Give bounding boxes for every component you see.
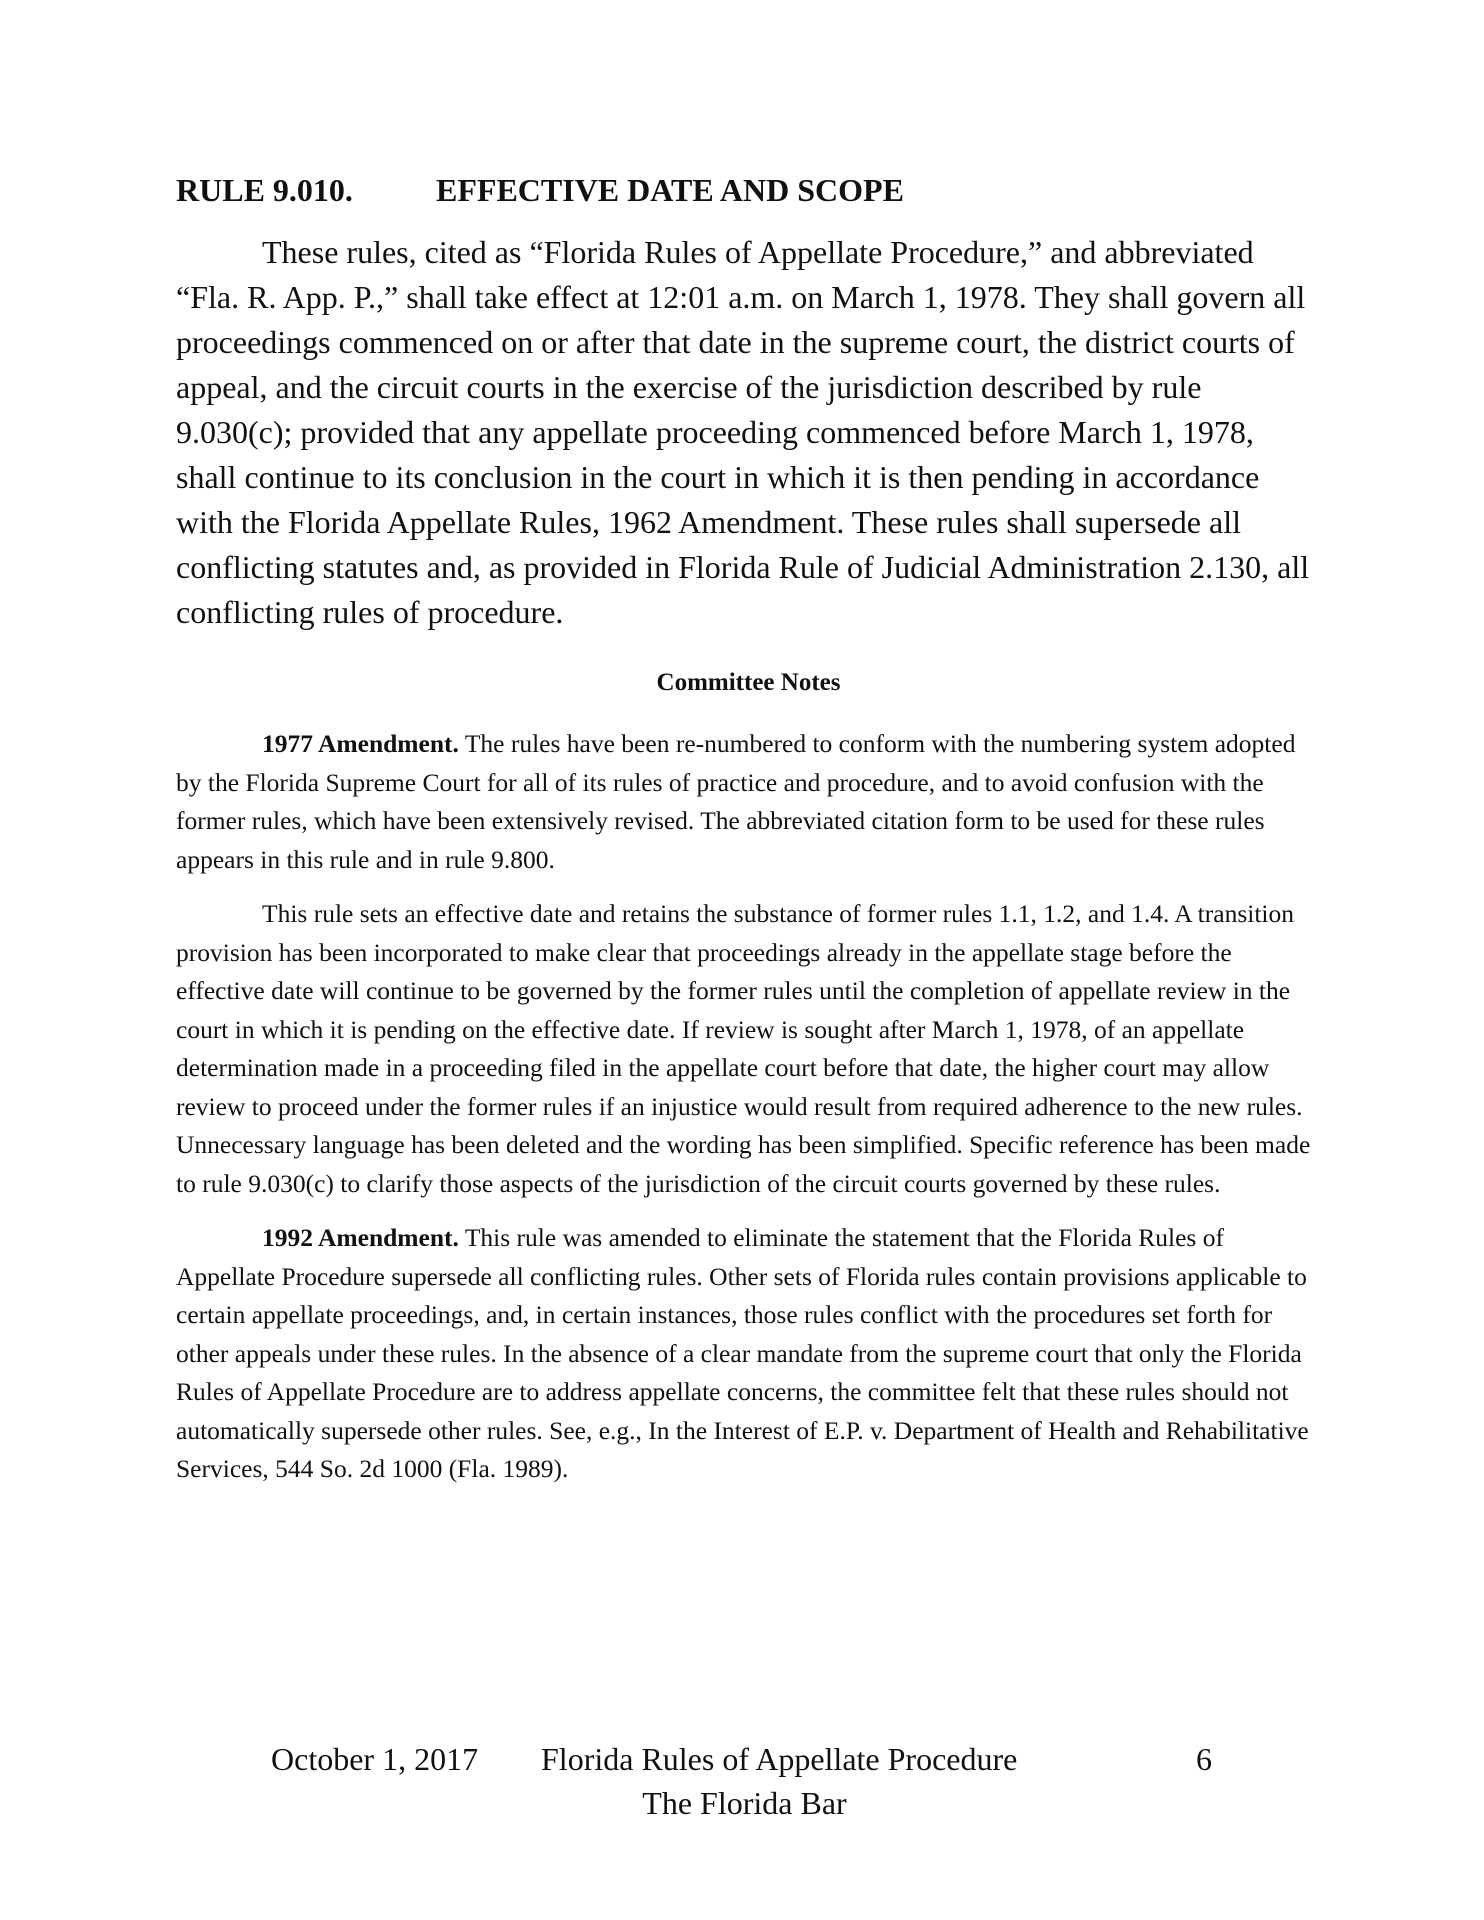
note-text: This rule was amended to eliminate the statement that the Florida Rules of Appellate Procedure supersede all conflicting rules. Other sets of Florida rules contain provisions applicable to certain appellate proceedings, and, in certain instances, those rules conflict with the procedures set forth for other appeals under these rules. In the absence of a clear mandate from the supreme court that only the Florida Rules of Appellate Procedure are to address appellate concerns, the committee felt that these rules should not automatically supersede other rules. See, e.g., In the Interest of E.P. v. Department of Health and Rehabilitative Services, 544 So. 2d 1000 (Fla. 1989). [176,1223,1309,1483]
note-heading: 1992 Amendment. [262,1223,459,1252]
page-footer [176,1738,1321,1824]
footer-row [176,1738,1321,1780]
page-content [176,170,1321,1505]
footer-title: Florida Rules of Appellate Procedure [541,1741,1018,1777]
rule-body-paragraph: These rules, cited as “Florida Rules of Appellate Procedure,” and abbreviated “Fla. R. App. P.,” shall take effect at 12:01 a.m. on March 1, 1978. They shall govern all proceedings commenced on or after that date in the supreme court, the district courts of appeal, and the circuit courts in the exercise of the jurisdiction described by rule 9.030(c); provided that any appellate proceeding commenced before March 1, 1978, shall continue to its conclusion in the court in which it is then pending in accordance with the Florida Appellate Rules, 1962 Amendment. These rules shall supersede all conflicting statutes and, as provided in Florida Rule of Judicial Administration 2.130, all conflicting rules of procedure. [176,234,1310,630]
committee-notes-title: Committee Notes [656,669,841,696]
note-text: The rules have been re-numbered to conform with the numbering system adopted by the Florida Supreme Court for all of its rules of practice and procedure, and to avoid confusion with the former rules, which have been extensively revised. The abbreviated citation form to be used for these rules appears in this rule and in rule 9.800. [176,729,1296,874]
rule-heading [176,170,1321,210]
note-text: This rule sets an effective date and retains the substance of former rules 1.1, 1.2, and 1.4. A transition provision has been incorporated to make clear that proceedings already in the appellate stage before the effective date will continue to be governed by the former rules until the completion of appellate review in the court in which it is pending on the effective date. If review is sought after March 1, 1978, of an appellate determination made in a proceeding filed in the appellate court before that date, the higher court may allow review to proceed under the former rules if an injustice would result from required adherence to the new rules. Unnecessary language has been deleted and the wording has been simplified. Specific reference has been made to rule 9.030(c) to clarify those aspects of the jurisdiction of the circuit courts governed by these rules. [176,899,1311,1198]
note-1992-amendment [176,1219,1321,1489]
rule-number: RULE 9.010. [176,172,353,208]
footer-organization: The Florida Bar [642,1785,847,1821]
rule-title: EFFECTIVE DATE AND SCOPE [436,172,904,208]
note-heading: 1977 Amendment. [262,729,459,758]
note-1977-amendment [176,725,1321,879]
note-effective-date [176,895,1321,1203]
page-number: 6 [1196,1741,1212,1777]
footer-date: October 1, 2017 [271,1741,479,1777]
